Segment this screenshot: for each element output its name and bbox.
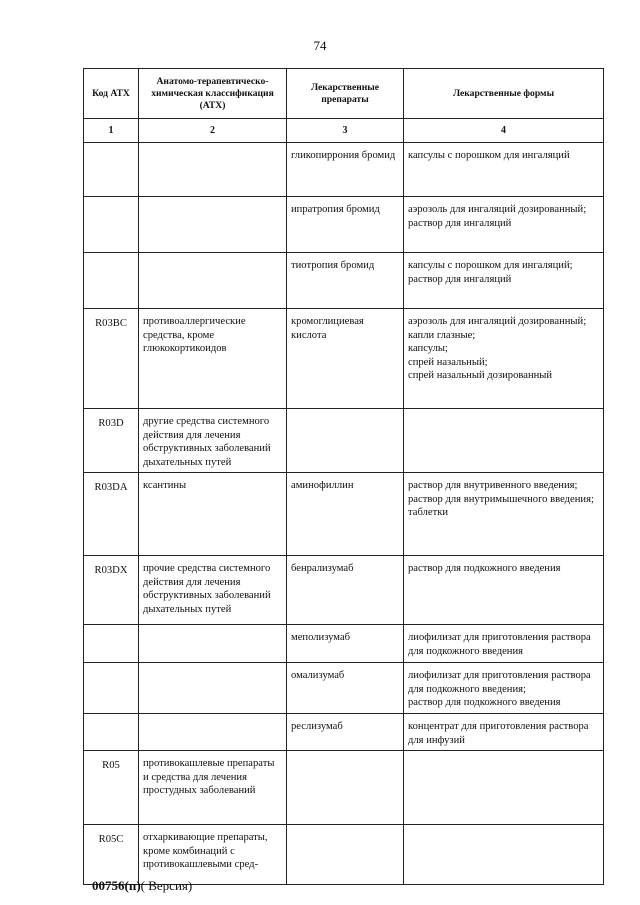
dosage-forms-cell xyxy=(404,409,604,473)
header-drugs: Лекарственные препараты xyxy=(287,69,404,119)
atx-code-cell xyxy=(84,197,139,253)
drug-cell: бенрализумаб xyxy=(287,556,404,625)
column-number: 4 xyxy=(404,119,604,143)
atx-code-cell xyxy=(84,143,139,197)
table-row xyxy=(84,751,604,825)
dosage-forms-cell xyxy=(404,825,604,885)
drug-cell: аминофиллин xyxy=(287,473,404,556)
dosage-form-item: концентрат для приготовления раствора для инфузий xyxy=(408,721,589,746)
dosage-forms-cell xyxy=(404,253,604,309)
column-number-row xyxy=(84,119,604,143)
dosage-form-item: спрей назальный; xyxy=(408,356,488,368)
dosage-forms-cell xyxy=(404,751,604,825)
table-row xyxy=(84,714,604,751)
classification-cell: отхаркивающие препараты, кроме комбинаций с противокашлевыми сред- xyxy=(139,825,287,885)
atx-code-cell xyxy=(84,625,139,663)
dosage-form-item: лиофилизат для приготовления раствора для подкожного введения; xyxy=(408,670,591,695)
document-number: 00756(п) xyxy=(92,878,141,893)
table-row xyxy=(84,253,604,309)
classification-cell: прочие средства системного действия для лечения обструктивных заболеваний дыхательных путей xyxy=(139,556,287,625)
header-code: Код АТХ xyxy=(84,69,139,119)
classification-cell xyxy=(139,663,287,714)
dosage-forms-list xyxy=(408,259,599,286)
dosage-forms-list xyxy=(408,479,599,520)
table-row xyxy=(84,625,604,663)
table-row xyxy=(84,825,604,885)
dosage-forms-cell xyxy=(404,197,604,253)
column-number: 2 xyxy=(139,119,287,143)
table-row xyxy=(84,663,604,714)
dosage-forms-cell xyxy=(404,714,604,751)
atx-code-cell xyxy=(84,663,139,714)
dosage-forms-list xyxy=(408,669,599,710)
dosage-form-item: таблетки xyxy=(408,507,449,518)
dosage-form-item: капли глазные; xyxy=(408,329,476,341)
dosage-forms-cell xyxy=(404,309,604,409)
atx-code-cell: R03DA xyxy=(84,473,139,556)
atx-code-cell: R05C xyxy=(84,825,139,885)
dosage-form-item: лиофилизат для приготовления раствора для подкожного введения xyxy=(408,632,591,657)
dosage-form-item: раствор для ингаляций xyxy=(408,273,512,285)
dosage-forms-cell xyxy=(404,625,604,663)
drug-cell xyxy=(287,751,404,825)
dosage-forms-list xyxy=(408,562,599,576)
header-classification: Анатомо-терапевтическо-химическая классификация (АТХ) xyxy=(139,69,287,119)
table-body xyxy=(84,143,604,885)
dosage-form-item: раствор для подкожного введения xyxy=(408,697,561,708)
dosage-forms-list xyxy=(408,203,599,230)
document-footer xyxy=(92,878,192,894)
column-number: 3 xyxy=(287,119,404,143)
dosage-forms-cell xyxy=(404,556,604,625)
dosage-forms-list xyxy=(408,631,599,658)
table-row xyxy=(84,143,604,197)
atx-table xyxy=(83,68,604,885)
dosage-form-item: капсулы с порошком для ингаляций xyxy=(408,150,570,161)
dosage-forms-list xyxy=(408,149,599,163)
dosage-form-item: капсулы; xyxy=(408,343,448,354)
dosage-forms-cell xyxy=(404,663,604,714)
dosage-forms-list xyxy=(408,315,599,383)
atx-code-cell: R03DX xyxy=(84,556,139,625)
table-row xyxy=(84,197,604,253)
drug-cell: тиотропия бромид xyxy=(287,253,404,309)
version-label: ( Версия) xyxy=(140,878,193,893)
table-row xyxy=(84,556,604,625)
atx-code-cell xyxy=(84,714,139,751)
classification-cell xyxy=(139,253,287,309)
classification-cell xyxy=(139,625,287,663)
drug-cell: омализумаб xyxy=(287,663,404,714)
table-row xyxy=(84,309,604,409)
dosage-form-item: спрей назальный дозированный xyxy=(408,370,553,381)
atx-code-cell: R03BC xyxy=(84,309,139,409)
drug-cell xyxy=(287,409,404,473)
dosage-forms-cell xyxy=(404,473,604,556)
table-row xyxy=(84,473,604,556)
atx-code-cell: R05 xyxy=(84,751,139,825)
drug-cell: реслизумаб xyxy=(287,714,404,751)
dosage-form-item: аэрозоль для ингаляций дозированный; xyxy=(408,316,587,327)
header-forms: Лекарственные формы xyxy=(404,69,604,119)
drug-cell: меполизумаб xyxy=(287,625,404,663)
page-number: 74 xyxy=(313,38,327,53)
table-row xyxy=(84,409,604,473)
classification-cell xyxy=(139,197,287,253)
dosage-forms-list xyxy=(408,720,599,747)
dosage-forms-cell xyxy=(404,143,604,197)
drug-cell xyxy=(287,825,404,885)
dosage-form-item: раствор для подкожного введения xyxy=(408,563,561,574)
dosage-form-item: раствор для внутривенного введения; xyxy=(408,480,578,491)
drug-cell: гликопиррония бромид xyxy=(287,143,404,197)
dosage-form-item: капсулы с порошком для ингаляций; xyxy=(408,260,573,271)
dosage-form-item: аэрозоль для ингаляций дозированный; xyxy=(408,204,587,215)
atx-code-cell xyxy=(84,253,139,309)
dosage-form-item: раствор для ингаляций xyxy=(408,217,512,229)
classification-cell: другие средства системного действия для лечения обструктивных заболеваний дыхательных путей xyxy=(139,409,287,473)
classification-cell: противоаллергические средства, кроме глюкокортикоидов xyxy=(139,309,287,409)
classification-cell xyxy=(139,143,287,197)
dosage-form-item: раствор для внутримышечного введения; xyxy=(408,493,594,505)
drug-cell: кромоглициевая кислота xyxy=(287,309,404,409)
atx-code-cell: R03D xyxy=(84,409,139,473)
drug-cell: ипратропия бромид xyxy=(287,197,404,253)
classification-cell xyxy=(139,714,287,751)
table-header-row xyxy=(84,69,604,119)
classification-cell: ксантины xyxy=(139,473,287,556)
classification-cell: противокашлевые препараты и средства для лечения простудных заболеваний xyxy=(139,751,287,825)
column-number: 1 xyxy=(84,119,139,143)
